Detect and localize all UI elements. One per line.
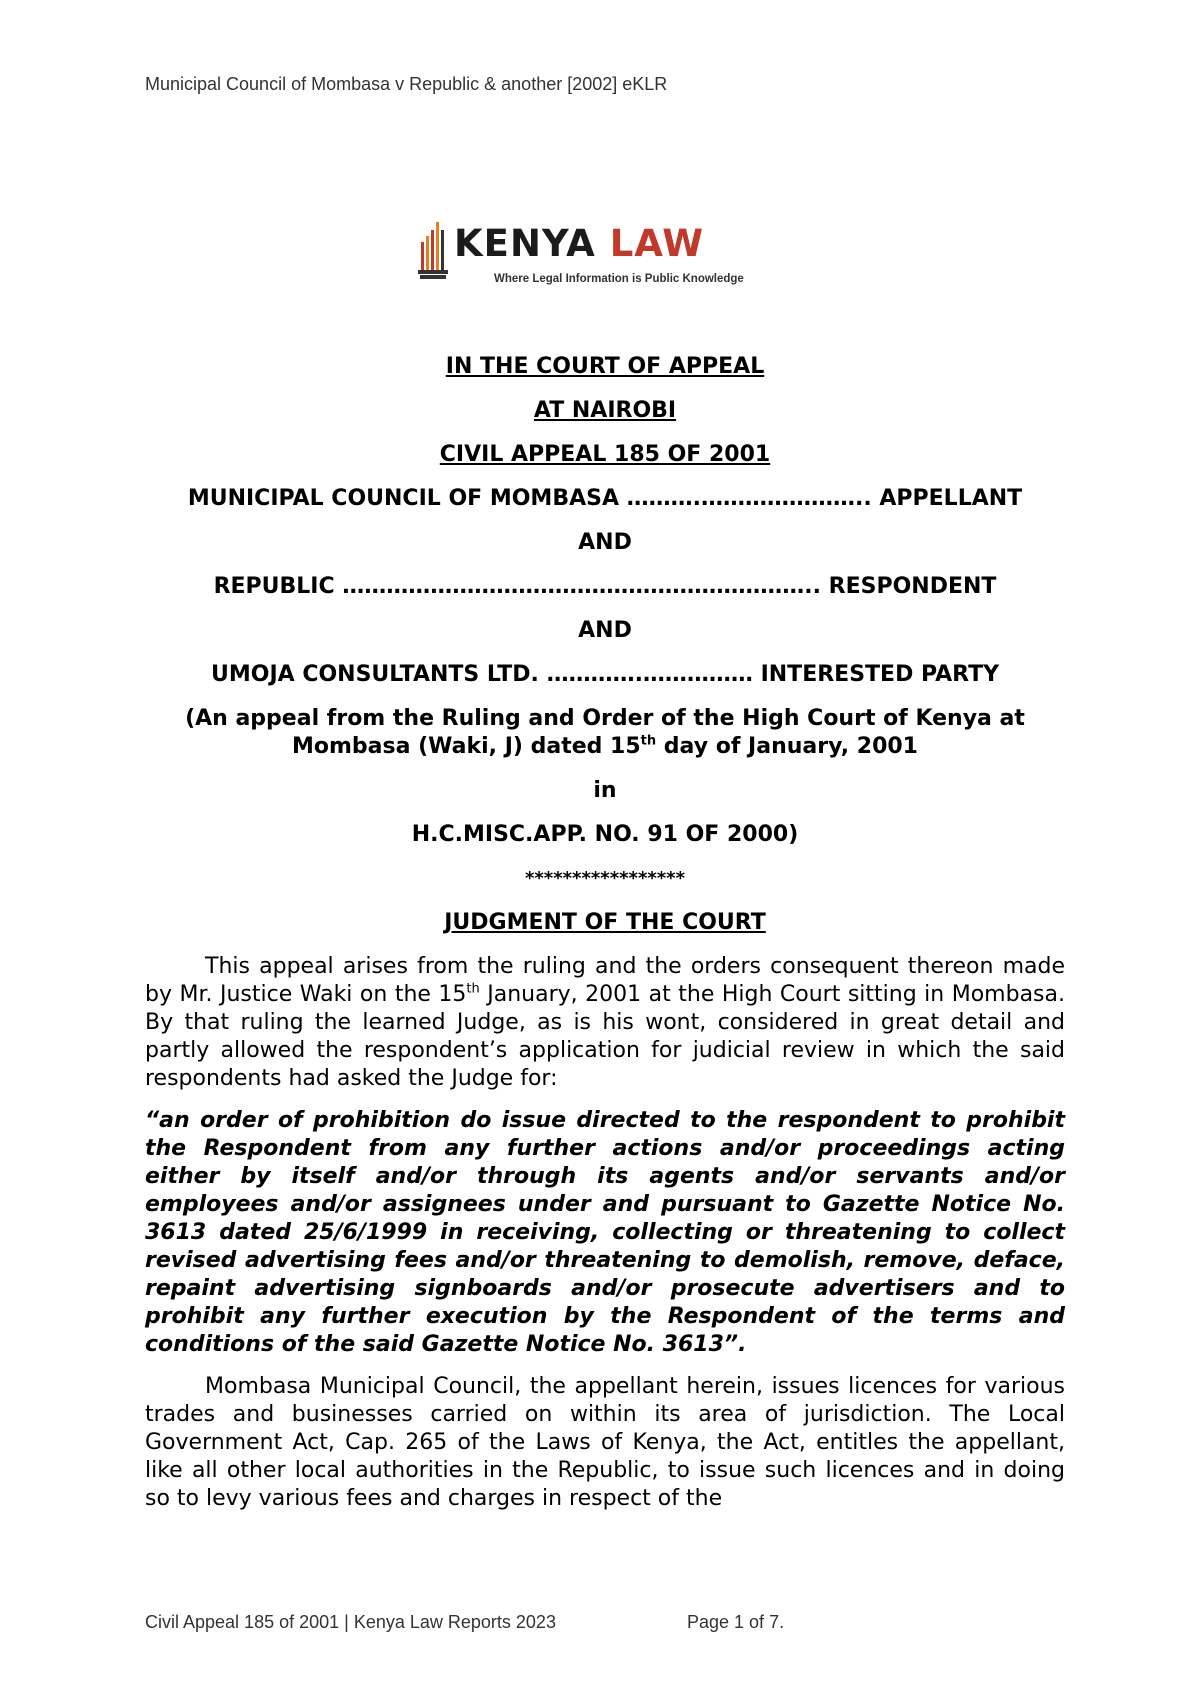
footer-page-number: Page 1 of 7. [687,1612,785,1632]
document-body [145,353,1065,1527]
pillar-icon [418,222,458,280]
quoted-prayer: “an order of prohibition do issue directed to the respondent to prohibit the Respondent from any further actions and/or proceedings acting either by itself and/or through its agents and/or servants and/or employees and/or assignees under and pursuant to Gazette Notice No. 3613 dated 25/6/1999 in receiving, collecting or threatening to collect revised advertising fees and/or threatening to demolish, remove, deface, repaint advertising signboards and/or prosecute advertisers and to prohibit any further execution by the Respondent of the terms and conditions of the said Gazette Notice No. 3613”. [145,1108,1065,1357]
kenya-law-logo [418,222,744,292]
running-header-title: Municipal Council of Mombasa v Republic & another [2002] eKLR [145,74,668,94]
paragraph-text: This appeal arises from the ruling and the orders consequent thereon made by Mr. Justice Waki on the 15 [145,954,1065,1007]
and-separator: AND [578,618,632,643]
ordinal-suffix: th [466,981,480,997]
paragraph-text: January, 2001 at the High Court sitting in Mombasa. By that ruling the learned Judge, as is his wont, considered in great detail and partly allowed the respondent’s application for judicial review in which the said respondents had asked the Judge for: [145,982,1065,1091]
interested-party-line: UMOJA CONSULTANTS LTD. ………….…………… INTERESTED PARTY [210,662,1000,687]
in-word: in [593,778,617,803]
logo-law-text: LAW [609,222,705,265]
appeal-origin-text: (An appeal from the Ruling and Order of the High Court of Kenya at Mombasa (Waki, J) dated 15 [185,706,1025,759]
logo-kenya-text: KENYA [454,222,596,265]
judgment-heading: JUDGMENT OF THE COURT [444,910,766,935]
court-heading: IN THE COURT OF APPEAL [445,354,765,379]
judgment-paragraph: Mombasa Municipal Council, the appellant herein, issues licences for various trades and businesses carried on within its area of jurisdiction. The Local Government Act, Cap. 265 of the Laws of Kenya, the Act, entitles the appellant, like all other local authorities in the Republic, to issue such licences and in doing so to levy various fees and charges in respect of the [145,1374,1065,1511]
ordinal-suffix: th [640,733,657,749]
and-separator: AND [578,530,632,555]
court-location: AT NAIROBI [533,398,677,423]
respondent-line: REPUBLIC ……………………………………………………….. RESPONDENT [213,574,997,599]
logo-tagline: Where Legal Information is Public Knowledge [494,273,744,285]
appeal-origin-text: day of January, 2001 [656,734,918,759]
judgment-paragraph [145,953,1065,1093]
logo-wordmark [454,222,705,265]
high-court-reference: H.C.MISC.APP. NO. 91 OF 2000) [411,822,799,847]
footer-citation: Civil Appeal 185 of 2001 | Kenya Law Reports 2023 [145,1612,556,1632]
case-number: CIVIL APPEAL 185 OF 2001 [439,442,771,467]
separator-stars: ***************** [524,868,686,889]
appellant-line: MUNICIPAL COUNCIL OF MOMBASA ……….………………….. APPELLANT [187,486,1023,511]
appeal-origin [145,705,1065,761]
